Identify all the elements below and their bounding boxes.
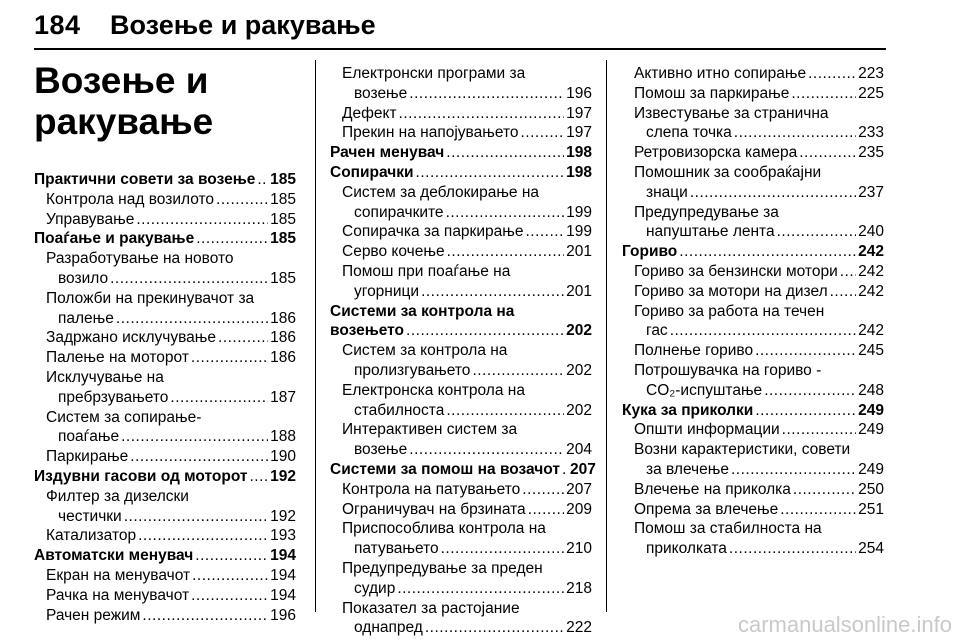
dot-leader xyxy=(780,500,856,520)
toc-entry-title: угорници xyxy=(354,282,420,300)
toc-entry-title: Исклучување на xyxy=(46,368,164,386)
toc-page-number: 254 xyxy=(858,540,884,558)
toc-page-number: 235 xyxy=(858,144,884,162)
toc-entry[interactable] xyxy=(622,302,884,342)
toc-entry-title: Рачен режим xyxy=(46,606,141,624)
toc-entry-title: Помош за паркирање xyxy=(634,84,790,102)
toc-page-number: 192 xyxy=(270,467,296,485)
toc-entry-title: слепа точка xyxy=(646,124,732,142)
toc-page-number: 194 xyxy=(270,566,296,584)
toc-entry[interactable] xyxy=(622,420,884,440)
toc-entry-title: Задржано исклучување xyxy=(46,329,217,347)
toc-entry-title: пролизгувањето xyxy=(354,361,471,379)
toc-page-number: 196 xyxy=(270,606,296,624)
dot-leader xyxy=(409,440,564,460)
toc-entry-title: возење xyxy=(354,441,408,459)
toc-section-entry[interactable] xyxy=(34,546,296,566)
toc-entry-title: Влечење на приколка xyxy=(634,480,791,498)
toc-entry-title: Автоматски менувач xyxy=(34,547,194,565)
dot-leader xyxy=(421,282,564,302)
toc-page-number: 188 xyxy=(270,428,296,446)
toc-page-number: 207 xyxy=(569,460,596,478)
toc-entry[interactable] xyxy=(330,341,592,381)
toc-page-number: 186 xyxy=(270,309,296,327)
dot-leader xyxy=(195,546,268,566)
toc-page-number: 187 xyxy=(270,388,296,406)
dot-leader xyxy=(729,539,856,559)
toc-entry[interactable] xyxy=(330,381,592,421)
toc-page-number: 197 xyxy=(566,104,592,122)
toc-entry-title: Контрола над возилото xyxy=(46,190,215,208)
toc-entry[interactable] xyxy=(34,190,296,210)
toc-entry-title: Систем за контрола на xyxy=(342,342,508,360)
toc-entry-title: Разработување на новото xyxy=(46,250,234,268)
toc-entry[interactable] xyxy=(330,123,592,143)
toc-column-3 xyxy=(622,64,884,559)
dot-leader xyxy=(793,480,856,500)
toc-page-number: 250 xyxy=(858,480,884,498)
toc-page-number: 242 xyxy=(858,262,884,280)
toc-page-number: 249 xyxy=(858,460,884,478)
dot-leader xyxy=(830,282,857,302)
toc-entry-title: Сопирачка за паркирање xyxy=(342,223,524,241)
dot-leader xyxy=(409,84,564,104)
toc-page-number: 202 xyxy=(566,322,592,340)
toc-entry[interactable] xyxy=(34,566,296,586)
toc-entry-title: палење xyxy=(58,309,114,327)
toc-section-entry[interactable] xyxy=(330,163,592,183)
running-title: Возење и ракување xyxy=(110,10,376,40)
toc-entry[interactable] xyxy=(34,289,296,329)
toc-entry-title: Активно итно сопирање xyxy=(634,65,807,82)
toc-entry-title: Опрема за влечење xyxy=(634,500,779,518)
dot-leader xyxy=(562,460,568,480)
toc-entry[interactable] xyxy=(622,163,884,203)
toc-entry-title: возило xyxy=(58,269,109,287)
toc-entry-title: Предупредување за преден xyxy=(342,559,543,577)
dot-leader xyxy=(521,123,565,143)
dot-leader xyxy=(472,361,564,381)
toc-entry-title: Полнење гориво xyxy=(634,342,754,360)
dot-leader xyxy=(782,420,856,440)
dot-leader xyxy=(170,388,268,408)
toc-entry-title: Општи информации xyxy=(634,421,780,439)
toc-page-number: 210 xyxy=(566,540,592,558)
toc-section-entry[interactable] xyxy=(34,170,296,190)
toc-entry-title: сопирачките xyxy=(354,203,444,221)
toc-page-number: 202 xyxy=(566,401,592,419)
toc-page-number: 201 xyxy=(566,243,592,261)
toc-entry-title: знаци xyxy=(646,183,688,201)
toc-entry-title: Помош за стабилноста на xyxy=(634,520,822,538)
toc-page-number: 186 xyxy=(270,329,296,347)
dot-leader xyxy=(446,203,565,223)
toc-page-number: 198 xyxy=(566,163,592,181)
dot-leader xyxy=(136,210,268,230)
toc-entry[interactable] xyxy=(330,222,592,242)
toc-page-number: 186 xyxy=(270,349,296,367)
toc-page-number: 194 xyxy=(270,547,296,565)
toc-page-number: 242 xyxy=(858,243,884,261)
toc-page-number: 199 xyxy=(566,223,592,241)
toc-entry[interactable] xyxy=(622,104,884,144)
toc-entry-title: Палење на моторот xyxy=(46,349,189,367)
toc-entry-title: стабилноста xyxy=(354,401,445,419)
toc-page-number: 204 xyxy=(566,441,592,459)
toc-section-entry[interactable] xyxy=(34,229,296,249)
toc-entry-title: Системи за помош на возачот xyxy=(330,460,560,478)
toc-entry[interactable] xyxy=(34,526,296,546)
toc-entry-title: Катализатор xyxy=(46,527,137,545)
toc-page-number: 202 xyxy=(566,361,592,379)
dot-leader xyxy=(734,123,856,143)
dot-leader xyxy=(808,64,856,84)
toc-page-number: 233 xyxy=(858,124,884,142)
toc-page-number: 192 xyxy=(270,507,296,525)
toc-page-number: 237 xyxy=(858,183,884,201)
toc-entry[interactable] xyxy=(330,104,592,124)
dot-leader xyxy=(679,242,856,262)
chapter-title-line-1: Возење и xyxy=(34,60,209,101)
toc-column-2 xyxy=(330,64,596,638)
toc-page-number: 225 xyxy=(858,84,884,102)
toc-entry[interactable] xyxy=(34,249,296,289)
toc-entry[interactable] xyxy=(34,210,296,230)
toc-entry-title: Показател за растојание xyxy=(342,599,520,617)
dot-leader xyxy=(191,586,268,606)
toc-entry[interactable] xyxy=(622,84,884,104)
dot-leader xyxy=(755,401,856,421)
dot-leader xyxy=(425,618,564,638)
toc-page-number: 249 xyxy=(858,401,884,419)
toc-entry[interactable] xyxy=(34,606,296,626)
toc-entry[interactable] xyxy=(34,408,296,448)
toc-entry[interactable] xyxy=(622,282,884,302)
dot-leader xyxy=(670,321,856,341)
toc-entry-title: Управување xyxy=(46,210,135,228)
toc-entry-title: судир xyxy=(354,579,396,597)
toc-entry-title: Електронска контрола на xyxy=(342,381,525,399)
toc-page-number: 242 xyxy=(858,282,884,300)
toc-entry-title: Помошник за сообраќајни xyxy=(634,163,822,181)
dot-leader xyxy=(124,507,268,527)
toc-page-number: 207 xyxy=(566,480,592,498)
toc-entry[interactable] xyxy=(330,420,592,460)
dot-leader xyxy=(397,579,564,599)
dot-leader xyxy=(755,341,856,361)
dot-leader xyxy=(192,566,268,586)
toc-entry-title: Кука за приколки xyxy=(622,401,754,419)
toc-entry-title: Гориво за работа на течен xyxy=(634,302,825,320)
toc-entry-title: Положби на прекинувачот за xyxy=(46,289,255,307)
toc-page-number: 196 xyxy=(566,84,592,102)
toc-entry[interactable] xyxy=(34,328,296,348)
toc-entry-title: Интерактивен систем за xyxy=(342,421,518,439)
toc-page-number: 222 xyxy=(566,619,592,637)
toc-entry-title: Рачен менувач xyxy=(330,144,445,162)
dot-leader xyxy=(764,381,856,401)
toc-entry-title: Предупредување за xyxy=(634,203,779,221)
dot-leader xyxy=(416,163,565,183)
toc-page-number: 209 xyxy=(566,500,592,518)
toc-entry-title: CO₂-испуштање xyxy=(646,381,763,399)
toc-entry[interactable] xyxy=(622,203,884,243)
chapter-title-line-2: ракување xyxy=(34,101,214,142)
toc-entry[interactable] xyxy=(330,559,592,599)
toc-page-number: 194 xyxy=(270,586,296,604)
toc-page-number: 240 xyxy=(858,223,884,241)
toc-entry[interactable] xyxy=(330,480,592,500)
toc-entry-title: Сопирачки xyxy=(330,163,414,181)
toc-entry-title: Известување за странична xyxy=(634,104,829,122)
toc-entry-title: Гориво xyxy=(622,243,678,261)
toc-entry[interactable] xyxy=(330,242,592,262)
toc-entry-title: Приспособлива контрола на xyxy=(342,520,546,538)
dot-leader xyxy=(446,143,564,163)
page-number: 184 xyxy=(34,10,81,40)
toc-entry-title: Прекин на напојувањето xyxy=(342,124,519,142)
toc-section-entry[interactable] xyxy=(622,401,884,421)
toc-section-entry[interactable] xyxy=(330,460,596,480)
toc-section-entry[interactable] xyxy=(622,242,884,262)
toc-page-number: 218 xyxy=(566,579,592,597)
toc-entry[interactable] xyxy=(622,440,884,480)
dot-leader xyxy=(138,526,268,546)
toc-entry-title: Потрошувачка на гориво - xyxy=(634,361,822,379)
dot-leader xyxy=(528,500,564,520)
chapter-title xyxy=(34,60,314,142)
toc-entry[interactable] xyxy=(622,361,884,401)
toc-entry[interactable] xyxy=(34,586,296,606)
dot-leader xyxy=(216,190,268,210)
dot-leader xyxy=(791,84,856,104)
toc-entry-title: Ограничувач на брзината xyxy=(342,500,526,518)
dot-leader xyxy=(525,222,564,242)
dot-leader xyxy=(110,269,268,289)
toc-page-number: 190 xyxy=(270,448,296,466)
toc-entry-title: патувањето xyxy=(354,540,439,558)
dot-leader xyxy=(777,222,857,242)
toc-entry-title: пребрзувањето xyxy=(58,388,169,406)
watermark: carmanualsonline.info xyxy=(737,612,952,637)
toc-entry-title: однапред xyxy=(354,619,423,637)
dot-leader xyxy=(690,183,856,203)
dot-leader xyxy=(799,143,856,163)
dot-leader xyxy=(257,170,268,190)
dot-leader xyxy=(731,460,856,480)
toc-page-number: 193 xyxy=(270,527,296,545)
toc-page-number: 245 xyxy=(858,342,884,360)
toc-entry-title: за влечење xyxy=(646,460,729,478)
toc-entry-title: Рачка на менувачот xyxy=(46,586,190,604)
toc-entry-title: Екран на менувачот xyxy=(46,566,191,584)
toc-entry-title: Гориво за мотори на дизел xyxy=(634,282,828,300)
toc-section-entry[interactable] xyxy=(330,302,592,342)
toc-entry-title: Серво кочење xyxy=(342,243,445,261)
column-divider-2 xyxy=(606,60,607,612)
toc-entry[interactable] xyxy=(622,519,884,559)
toc-entry[interactable] xyxy=(622,341,884,361)
toc-entry-title: Контрола на патувањето xyxy=(342,480,521,498)
toc-entry-title: честички xyxy=(58,507,122,525)
toc-page-number: 185 xyxy=(270,171,296,188)
column-divider-1 xyxy=(315,60,316,612)
toc-section-entry[interactable] xyxy=(34,467,296,487)
toc-page-number: 201 xyxy=(566,282,592,300)
toc-entry[interactable] xyxy=(622,64,884,84)
toc-entry-title: гас xyxy=(646,322,668,340)
toc-page-number: 251 xyxy=(858,500,884,518)
dot-leader xyxy=(399,104,565,124)
toc-entry[interactable] xyxy=(330,183,592,223)
toc-entry[interactable] xyxy=(34,487,296,527)
toc-entry-title: Поаѓање и ракување xyxy=(34,230,195,248)
toc-entry[interactable] xyxy=(622,143,884,163)
toc-entry-title: Системи за контрола на xyxy=(330,302,515,320)
dot-leader xyxy=(121,427,268,447)
toc-page-number: 199 xyxy=(566,203,592,221)
toc-entry-title: Помош при поаѓање на xyxy=(342,262,511,280)
toc-entry[interactable] xyxy=(330,500,592,520)
dot-leader xyxy=(191,348,268,368)
toc-page-number: 248 xyxy=(858,381,884,399)
toc-entry-title: Систем за деблокирање на xyxy=(342,183,540,201)
toc-page-number: 185 xyxy=(270,230,296,248)
toc-page-number: 185 xyxy=(270,190,296,208)
dot-leader xyxy=(130,447,268,467)
toc-entry-title: Издувни гасови од моторот xyxy=(34,467,248,485)
toc-page-number: 249 xyxy=(858,421,884,439)
toc-page-number: 198 xyxy=(566,144,592,162)
toc-entry-title: Возни карактеристики, совети xyxy=(634,441,851,459)
toc-entry-title: Систем за сопирање- xyxy=(46,408,202,426)
toc-entry-title: напуштање лента xyxy=(646,223,775,241)
dot-leader xyxy=(522,480,564,500)
toc-entry-title: Електронски програми за xyxy=(342,65,526,82)
toc-page-number: 185 xyxy=(270,210,296,228)
dot-leader xyxy=(196,229,268,249)
toc-entry[interactable] xyxy=(330,64,592,104)
dot-leader xyxy=(840,262,856,282)
toc-entry[interactable] xyxy=(34,368,296,408)
dot-leader xyxy=(447,242,565,262)
toc-entry-title: поаѓање xyxy=(58,428,120,446)
toc-entry-title: Паркирање xyxy=(46,448,129,466)
toc-entry-title: Гориво за бензински мотори xyxy=(634,262,838,280)
toc-entry-title: возење xyxy=(354,84,408,102)
dot-leader xyxy=(116,309,268,329)
toc-entry-title: возењето xyxy=(330,322,405,340)
dot-leader xyxy=(218,328,268,348)
dot-leader xyxy=(406,321,564,341)
toc-entry[interactable] xyxy=(34,447,296,467)
toc-page-number: 185 xyxy=(270,269,296,287)
toc-entry-title: Ретровизорска камера xyxy=(634,144,798,162)
toc-entry[interactable] xyxy=(622,500,884,520)
toc-entry-title: приколката xyxy=(646,540,727,558)
toc-page-number: 197 xyxy=(566,124,592,142)
toc-page-number: 223 xyxy=(858,65,884,82)
toc-entry[interactable] xyxy=(34,348,296,368)
dot-leader xyxy=(441,539,565,559)
toc-entry[interactable] xyxy=(330,599,592,639)
toc-entry[interactable] xyxy=(622,480,884,500)
toc-section-entry[interactable] xyxy=(330,143,592,163)
toc-entry[interactable] xyxy=(330,262,592,302)
toc-page-number: 242 xyxy=(858,322,884,340)
toc-entry-title: Дефект xyxy=(342,104,397,122)
toc-column-1 xyxy=(34,170,296,625)
toc-entry[interactable] xyxy=(622,262,884,282)
toc-entry-title: Филтер за дизелски xyxy=(46,487,189,505)
page-header xyxy=(34,4,886,50)
dot-leader xyxy=(142,606,268,626)
toc-entry[interactable] xyxy=(330,519,592,559)
toc-entry-title: Практични совети за возење xyxy=(34,171,256,188)
dot-leader xyxy=(446,401,564,421)
dot-leader xyxy=(250,467,269,487)
